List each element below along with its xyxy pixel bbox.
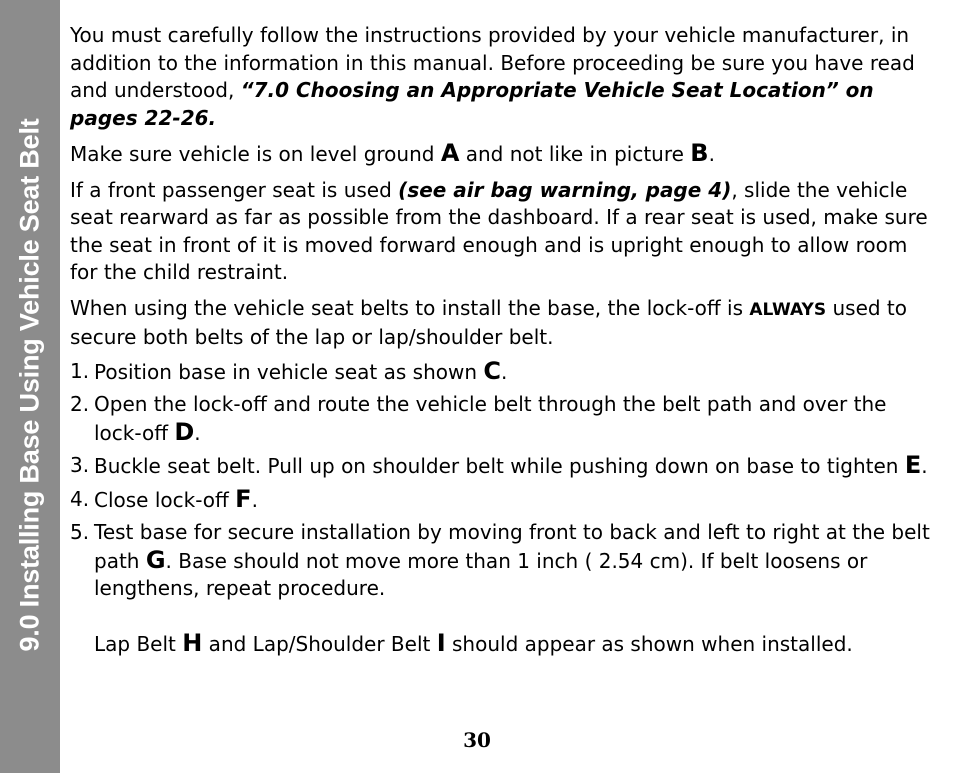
step-item: [70, 358, 938, 387]
step-item: [70, 486, 938, 515]
step-number: 4.: [70, 486, 90, 511]
intro-text: You must carefully follow the instructions provided by your vehicle manufacturer, in addition to the information in this manual. Before proceeding be sure you have read and understood,: [70, 23, 915, 102]
step-text: Open the lock-off and route the vehicle belt through the belt path and over the lock-off: [94, 392, 887, 445]
step-text: . Base should not move more than 1 inch ( 2.54 cm). If belt loosens or lengthens, repeat procedure.: [94, 548, 868, 600]
figure-ref-d: D: [174, 417, 195, 446]
step-text: Close lock-off: [94, 487, 236, 512]
step-item: [70, 519, 938, 603]
step-number: 3.: [70, 453, 90, 477]
figure-ref-i: I: [436, 628, 446, 657]
step-text: Buckle seat belt. Pull up on shoulder belt while pushing down on base to tighten: [94, 454, 905, 478]
figure-ref-e: E: [904, 451, 922, 479]
belt-appearance-note: [70, 630, 938, 659]
lockoff-text: used to secure both belts of the lap or lap/shoulder belt.: [70, 295, 908, 349]
step-text: .: [194, 420, 201, 445]
level-text: Make sure vehicle is on level ground: [70, 142, 441, 166]
step-text: Position base in vehicle seat as shown: [94, 359, 484, 384]
intro-reference: “7.0 Choosing an Appropriate Vehicle Seat Location” on pages 22-26.: [70, 78, 874, 130]
step-number: 5.: [70, 520, 90, 544]
step-item: [70, 452, 938, 481]
step-text: .: [251, 487, 258, 512]
step-number: 1.: [70, 358, 90, 383]
step-text: .: [921, 454, 928, 478]
figure-ref-h: H: [182, 628, 203, 657]
step-number: 2.: [70, 392, 90, 416]
figure-ref-g: G: [145, 545, 166, 574]
seat-text: , slide the vehicle seat rearward as far as possible from the dashboard. If a rear seat is used, make sure the seat in front of it is moved forward enough and is upright enough to allow room for the child restraint.: [70, 177, 928, 284]
step-text: .: [501, 359, 508, 384]
figure-ref-a: A: [440, 139, 460, 167]
lock-off-paragraph: [70, 295, 938, 352]
always-emphasis: ALWAYS: [749, 299, 827, 320]
installation-steps: [70, 358, 938, 603]
step-text: Test base for secure installation by moving front to back and left to right at the belt path: [94, 520, 930, 573]
level-text: .: [708, 142, 715, 166]
lockoff-text: When using the vehicle seat belts to install the base, the lock-off is: [70, 295, 750, 320]
section-title: 9.0 Installing Base Using Vehicle Seat Belt: [14, 118, 45, 652]
airbag-warning-reference: (see air bag warning, page 4): [398, 177, 732, 202]
seat-text: If a front passenger seat is used: [70, 177, 399, 202]
figure-ref-c: C: [483, 356, 501, 385]
seat-position-paragraph: [70, 177, 938, 287]
page-number: 30: [463, 728, 491, 752]
step-item: [70, 391, 938, 447]
level-text: and not like in picture: [459, 142, 691, 166]
belt-note-text: should appear as shown when installed.: [445, 631, 853, 656]
figure-ref-f: F: [235, 484, 252, 513]
manual-content: [70, 22, 938, 666]
belt-note-text: Lap Belt: [94, 631, 183, 656]
figure-ref-b: B: [690, 139, 709, 167]
belt-note-text: and Lap/Shoulder Belt: [202, 631, 437, 656]
intro-paragraph: [70, 22, 938, 132]
section-sidebar: [0, 0, 60, 773]
level-ground-paragraph: [70, 140, 938, 169]
